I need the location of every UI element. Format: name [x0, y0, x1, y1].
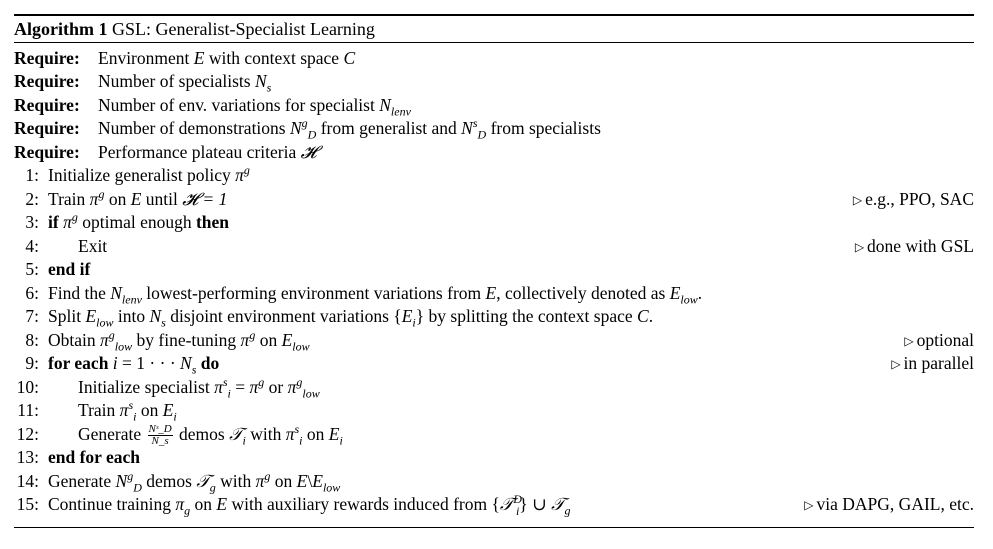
- step-7: 7: Split $E_{low}$ into $N_s$ disjoint environment variations $\{E_i\}$ by splitting the context space C.: [25, 306, 654, 330]
- require-line-1: Require: Environment E with context space C: [14, 47, 356, 68]
- require-line-3: Require: Number of env. variations for specialist $N_{lenv}$: [14, 94, 411, 119]
- comment-triangle-icon: ▷: [891, 357, 901, 372]
- step-3: 3: if $\pi^g$ optimal enough then: [25, 210, 230, 233]
- step-9: 9: for each i = 1 · · · $N_s$ do ▷ in parallel: [25, 353, 974, 377]
- comment: ▷ e.g., PPO, SAC: [853, 188, 974, 214]
- algorithm-body: [14, 43, 974, 517]
- comment-triangle-icon: ▷: [852, 192, 863, 207]
- step-8: 8: Obtain $\pi^g_{low}$ by fine-tuning $\pi^g$ on $E_{low}$ ▷ optional: [25, 327, 974, 354]
- comment: ▷ via DAPG, GAIL, etc.: [804, 493, 974, 519]
- step-5: 5: end if: [25, 259, 91, 280]
- comment-triangle-icon: ▷: [904, 333, 914, 348]
- step-13: 13: end for each: [16, 447, 141, 468]
- comment: ▷ optional: [904, 329, 974, 355]
- step-15: 15: Continue training $\pi_g$ on E with auxiliary rewards induced from {𝒯$^D_i$} ∪ 𝒯$_g$ ▷ via DAPG, GAIL, etc.: [16, 492, 974, 518]
- caption-title: GSL: Generalist-Specialist Learning: [112, 18, 375, 39]
- step-14: 14: Generate $N^g_D$ demos 𝒯$_g$ with $\pi^g$ on $E\backslash E_{low}$: [16, 468, 341, 495]
- fraction: $\frac{\text{Nˢ\_D}}{N\_s}$: [148, 423, 172, 448]
- require-line-5: Require: Performance plateau criteria 𝓗: [14, 141, 317, 162]
- step-4: 4: Exit ▷ done with GSL: [14, 235, 974, 259]
- require-line-4: Require: Number of demonstrations $N^g_D$ from generalist and $N^s_D$ from specialists: [14, 116, 601, 142]
- comment: ▷ done with GSL: [855, 235, 974, 261]
- require-line-2: Require: Number of specialists $N_s$: [14, 71, 272, 95]
- caption-label: Algorithm 1: [14, 18, 108, 39]
- comment-triangle-icon: ▷: [854, 239, 865, 254]
- algorithm-box: [14, 14, 974, 528]
- step-12: 12: Generate $\frac{\text{Nˢ\_D}}{N\_s}$ demos 𝒯$_i$ with $\pi^s_i$ on $E_i$: [16, 421, 343, 448]
- algorithm-caption: [14, 16, 974, 42]
- comment: ▷ in parallel: [891, 352, 974, 378]
- step-6: 6: Find the $N_{lenv}$ lowest-performing environment variations from E, collectively denoted as $E_{low}$.: [25, 282, 703, 307]
- comment-triangle-icon: ▷: [804, 498, 814, 513]
- step-1: 1: Initialize generalist policy $\pi^g$: [25, 163, 250, 186]
- bottom-rule: [14, 527, 974, 528]
- step-10: 10: Initialize specialist $\pi^s_i = \pi^g$ or $\pi^g_{low}$: [16, 374, 320, 401]
- step-11: 11: Train $\pi^s_i$ on $E_i$: [17, 398, 177, 424]
- step-2: 2: Train $\pi^g$ on E until 𝓗 = 1 ▷ e.g., PPO, SAC: [14, 188, 974, 212]
